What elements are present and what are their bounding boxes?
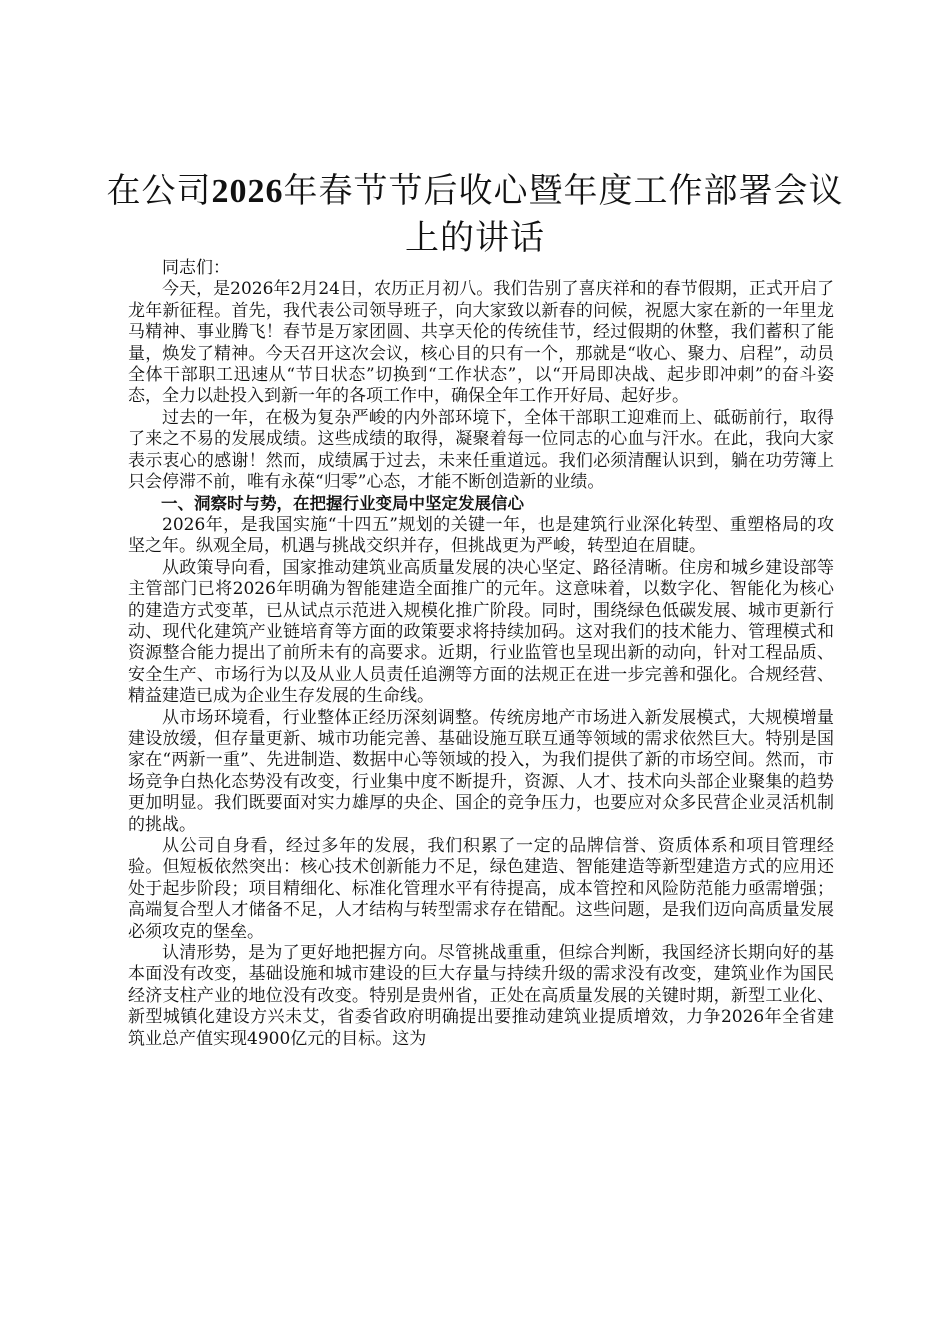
body-paragraph: 今天，是2026年2月24日，农历正月初八。我们告别了喜庆祥和的春节假期，正式开启了龙年新征程。首先，我代表公司领导班子，向大家致以新春的问候，祝愿大家在新的一年里龙马精神、事业腾飞！春节是万家团圆、共享天伦的传统佳节，经过假期的休整，我们蓄积了能量，焕发了精神。今天召开这次会议，核心目的只有一个，那就是“收心、聚力、启程”，动员全体干部职工迅速从“节日状态”切换到“工作状态”，以“开局即决战、起步即冲刺”的奋斗姿态，全力以赴投入到新一年的各项工作中，确保全年工作开好局、起好步。 bbox=[128, 279, 834, 407]
body-paragraph: 2026年，是我国实施“十四五”规划的关键一年，也是建筑行业深化转型、重塑格局的攻坚之年。纵观全局，机遇与挑战交织并存，但挑战更为严峻，转型迫在眉睫。 bbox=[128, 514, 834, 557]
body-paragraph: 同志们： bbox=[162, 258, 230, 278]
document-title bbox=[100, 168, 850, 261]
title-suffix: 年春节节后收心暨年度工作部署会议上的讲话 bbox=[283, 171, 844, 258]
body-paragraph: 从公司自身看，经过多年的发展，我们积累了一定的品牌信誉、资质体系和项目管理经验。但短板依然突出：核心技术创新能力不足，绿色建造、智能建造等新型建造方式的应用还处于起步阶段；项目精细化、标准化管理水平有待提高，成本管控和风险防范能力亟需增强；高端复合型人才储备不足，人才结构与转型需求存在错配。这些问题，是我们迈向高质量发展必须攻克的堡垒。 bbox=[128, 835, 834, 942]
body-paragraph: 从政策导向看，国家推动建筑业高质量发展的决心坚定、路径清晰。住房和城乡建设部等主管部门已将2026年明确为智能建造全面推广的元年。这意味着，以数字化、智能化为核心的建造方式变革，已从试点示范进入规模化推广阶段。同时，围绕绿色低碳发展、城市更新行动、现代化建筑产业链培育等方面的政策要求将持续加码。这对我们的技术能力、管理模式和资源整合能力提出了前所未有的高要求。近期，行业监管也呈现出新的动向，针对工程品质、安全生产、市场行为以及从业人员责任追溯等方面的法规正在进一步完善和强化。合规经营、精益建造已成为企业生存发展的生命线。 bbox=[128, 557, 834, 707]
section-heading: 一、洞察时与势，在把握行业变局中坚定发展信心 bbox=[161, 494, 524, 514]
document-body bbox=[128, 258, 834, 1050]
title-prefix: 在公司 bbox=[106, 171, 212, 211]
title-year: 2026 bbox=[211, 173, 284, 210]
body-paragraph: 认清形势，是为了更好地把握方向。尽管挑战重重，但综合判断，我国经济长期向好的基本面没有改变，基础设施和城市建设的巨大存量与持续升级的需求没有改变，建筑业作为国民经济支柱产业的地位没有改变。特别是贵州省，正处在高质量发展的关键时期，新型工业化、新型城镇化建设方兴未艾，省委省政府明确提出要推动建筑业提质增效，力争2026年全省建筑业总产值实现4900亿元的目标。这为 bbox=[128, 943, 834, 1049]
body-paragraph: 过去的一年，在极为复杂严峻的内外部环境下，全体干部职工迎难而上、砥砺前行，取得了来之不易的发展成绩。这些成绩的取得，凝聚着每一位同志的心血与汗水。在此，我向大家表示衷心的感谢！然而，成绩属于过去，未来任重道远。我们必须清醒认识到，躺在功劳簿上只会停滞不前，唯有永葆“归零”心态，才能不断创造新的业绩。 bbox=[128, 407, 834, 493]
body-paragraph: 从市场环境看，行业整体正经历深刻调整。传统房地产市场进入新发展模式，大规模增量建设放缓，但存量更新、城市功能完善、基础设施互联互通等领域的需求依然巨大。特别是国家在“两新一重”、先进制造、数据中心等领域的投入，为我们提供了新的市场空间。然而，市场竞争白热化态势没有改变，行业集中度不断提升，资源、人才、技术向头部企业聚集的趋势更加明显。我们既要面对实力雄厚的央企、国企的竞争压力，也要应对众多民营企业灵活机制的挑战。 bbox=[128, 707, 834, 835]
